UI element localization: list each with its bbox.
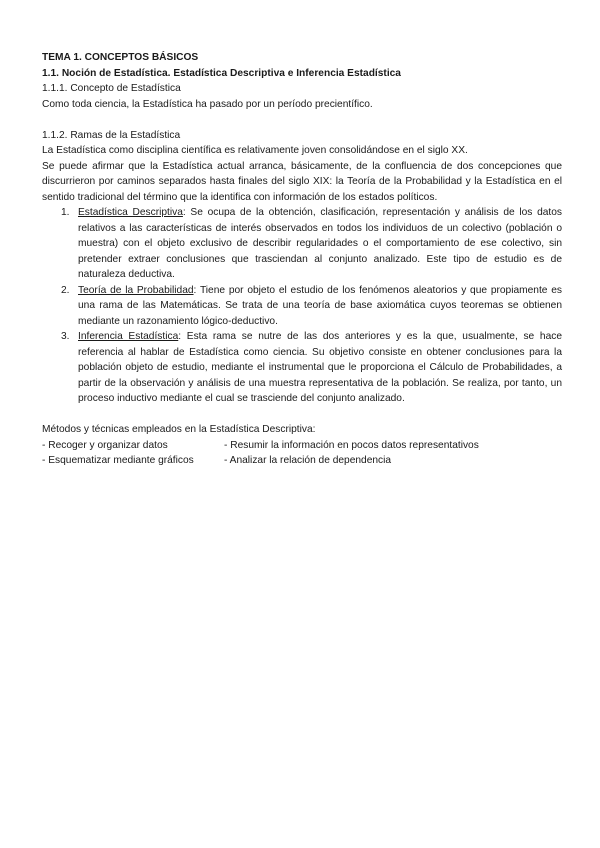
concepto-text: Como toda ciencia, la Estadística ha pasado por un período precientífico. [42,98,373,110]
section-1-1-2-title: 1.1.2. Ramas de la Estadística [42,129,181,141]
list-item-term: Inferencia Estadística [78,331,179,342]
metodos-item: - Analizar la relación de dependencia [224,455,392,466]
metodos-item: - Recoger y organizar datos [42,439,168,451]
list-item-term: Teoría de la Probabilidad [78,284,194,296]
ramas-list [42,205,562,407]
list-item-text: : Se ocupa de la obtención, clasificación, representación y análisis de los datos relativos a las características de interés observados en todos los individuos de un colectivo (población o muestra) con el objeto exclusivo de describir regularidades o el comportamiento de ese colectivo, sin pretender extraer conclusiones que trasciendan al conjunto analizado. Este tipo de estudio es de naturaleza deductiva. [78,207,562,280]
list-item-number: 1. [61,207,70,218]
list-item [42,283,562,330]
spacer [42,112,562,128]
list-item-text: : Tiene por objeto el estudio de los fenómenos aleatorios y que propiamente es una rama de las Matemáticas. Se trata de una teoría de base axiomática cuyos teoremas se obtienen mediante un razonamiento lógico-deductivo. [78,284,562,327]
list-item-text: : Esta rama se nutre de las dos anteriores y es la que, usualmente, se hace referencia al hablar de Estadística como ciencia. Su objetivo consiste en obtener conclusiones para la población objeto de estudio, mediante el instrumental que le proporciona el Cálculo de Probabilidades, a partir de la observación y análisis de una muestra representativa de la población. Se realiza, por tanto, un proceso inductivo mediante el cual se trasciende del conjunto analizado. [78,331,563,404]
list-item [42,329,562,407]
metodos-title: Métodos y técnicas empleados en la Estadística Descriptiva: [42,424,316,435]
ramas-intro-2: Se puede afirmar que la Estadística actual arranca, básicamente, de la confluencia de dos concepciones que discurrieron por caminos separados hasta finales del siglo XIX: la Teoría de la Probabilidad y la Estadística en el sentido tradicional del término que la identifica con información de los estados políticos. [42,160,562,203]
metodos-item: - Esquematizar mediante gráficos [42,455,194,466]
metodos-row [42,438,562,454]
metodos-row [42,453,562,469]
list-item [42,205,562,283]
section-1-1-1-title: 1.1.1. Concepto de Estadística [42,83,181,94]
list-item-number: 2. [61,284,70,296]
tema-title: TEMA 1. CONCEPTOS BÁSICOS [42,52,199,63]
ramas-intro-1: La Estadística como disciplina científica es relativamente joven consolidándose en el siglo XX. [42,145,468,156]
metodos-item: - Resumir la información en pocos datos representativos [224,439,479,451]
list-item-term: Estadística Descriptiva [78,207,183,218]
spacer [42,407,562,423]
list-item-number: 3. [61,331,70,342]
section-1-1-title: 1.1. Noción de Estadística. Estadística Descriptiva e Inferencia Estadística [42,67,401,79]
document-page [42,50,562,469]
